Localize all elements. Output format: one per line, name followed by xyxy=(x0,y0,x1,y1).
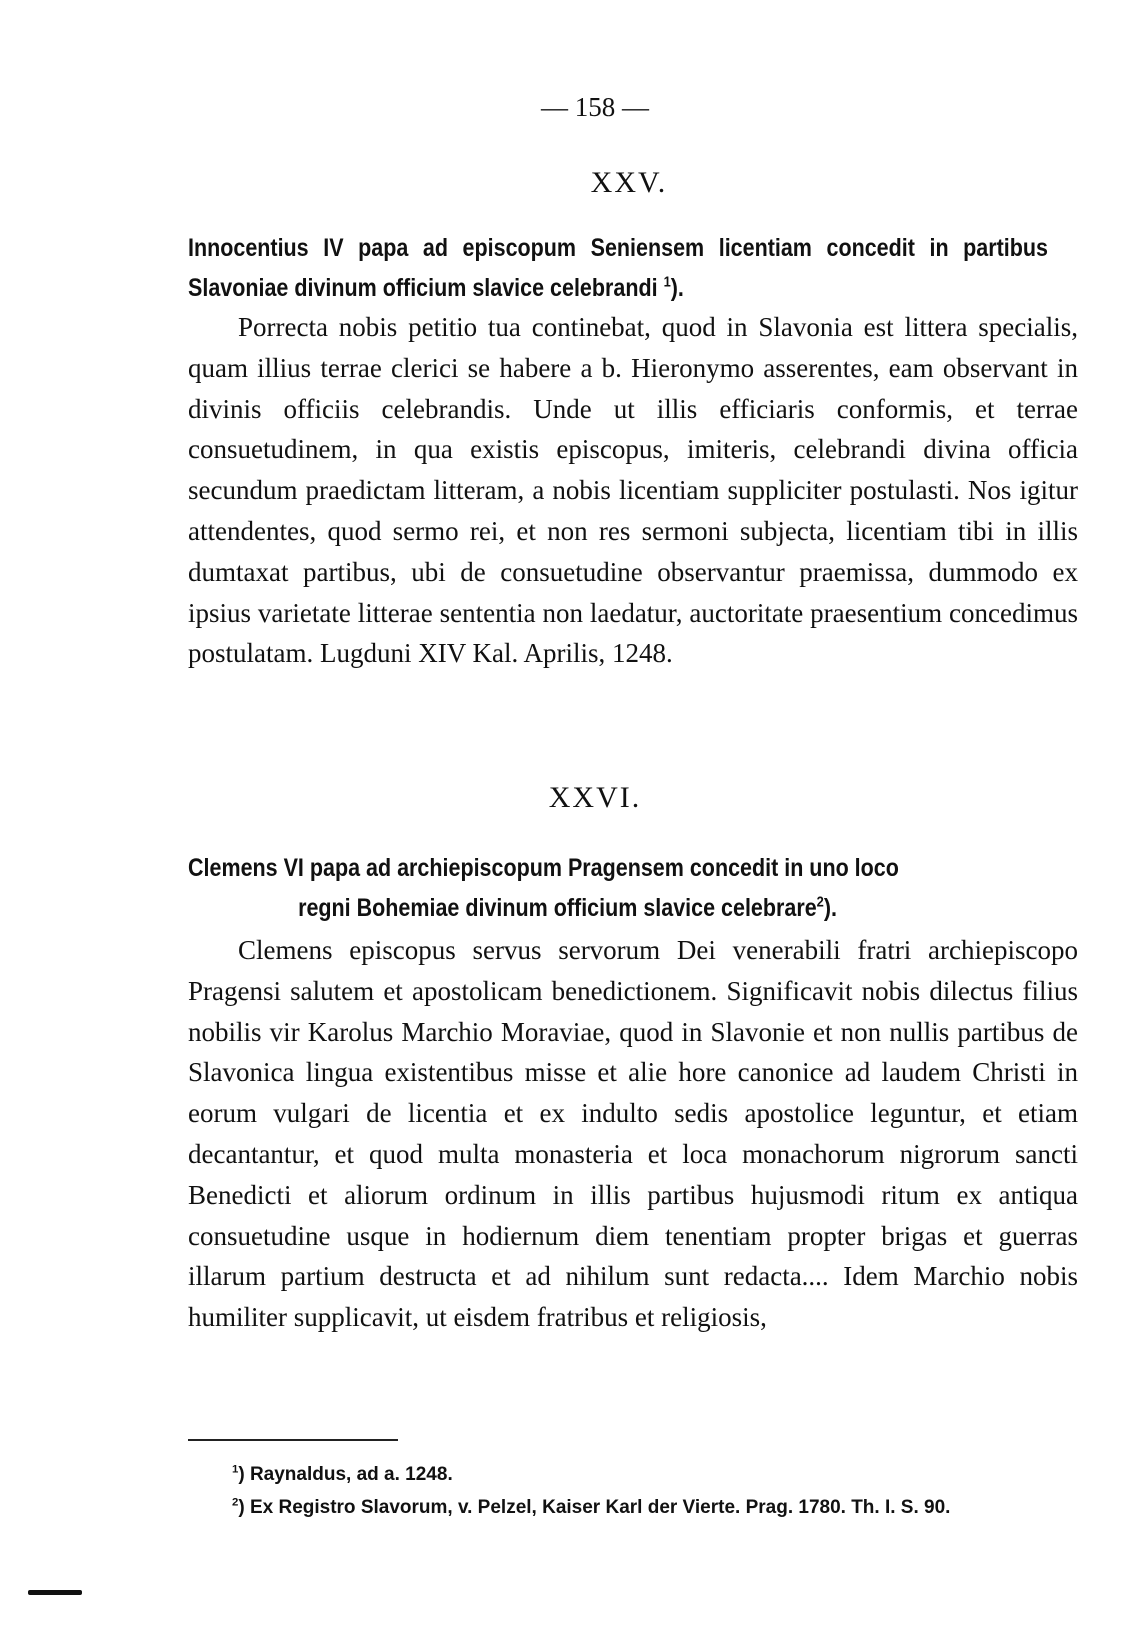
heading-line-2-wrap: regni Bohemiae divinum officium slavice celebrare$^2$). xyxy=(298,893,837,922)
footnote-1: $^1$) Raynaldus, ad a. 1248. xyxy=(232,1463,453,1485)
scan-edge-mark xyxy=(28,1590,82,1595)
footnote-divider xyxy=(188,1439,398,1441)
heading-line-1: Clemens VI papa ad archiepiscopum Pragensem concedit in uno loco xyxy=(188,854,899,882)
footnote-mark: 1 xyxy=(232,1463,239,1476)
footnote-ref: 1 xyxy=(663,273,671,291)
section-number-26: XXVI. xyxy=(548,781,642,814)
section-heading-25: Innocentius IV papa ad episcopum Seniensem licentiam concedit in partibus Slavoniae divinum officium slavice celebrandi $^1$). xyxy=(188,234,1048,302)
section-body-25: Porrecta nobis petitio tua continebat, quod in Slavonia est littera specialis, quam illius terrae clerici se habere a b. Hieronymo asserentes, eam observant in divinis officiis celebrandis. Unde ut illis efficiaris conformis, et terrae consuetudinem, in qua existis episcopus, imiteris, celebrandi divina officia secundum praedictam litteram, a nobis licentiam suppliciter postulasti. Nos igitur attendentes, quod sermo rei, et non res sermoni subjecta, licentiam tibi in illis dumtaxat partibus, ubi de consuetudine observantur praemissa, dummodo ex ipsius varietate litterae sententia non laedatur, auctoritate praesentium concedimus postulatam. Lugduni XIV Kal. Aprilis, 1248. xyxy=(188,312,1078,669)
footnote-mark: 2 xyxy=(232,1496,239,1509)
heading-line-2: regni Bohemiae divinum officium slavice celebrare xyxy=(298,894,817,922)
footnote-2: $^2$) Ex Registro Slavorum, v. Pelzel, Kaiser Karl der Vierte. Prag. 1780. Th. I. S. 90. xyxy=(232,1496,951,1518)
heading-text: Innocentius IV papa ad episcopum Seniensem licentiam concedit in partibus Slavoniae divinum officium slavice celebrandi xyxy=(188,234,1048,302)
footnote-ref: 2 xyxy=(816,893,824,911)
footnote-text: Ex Registro Slavorum, v. Pelzel, Kaiser Karl der Vierte. Prag. 1780. Th. I. S. 90. xyxy=(249,1497,951,1518)
section-heading-26 xyxy=(188,848,1052,928)
footnote-text: Raynaldus, ad a. 1248. xyxy=(249,1464,453,1485)
page-number: — 158 — xyxy=(541,92,649,122)
section-number-25: XXV. xyxy=(590,166,668,199)
section-body-26: Clemens episcopus servus servorum Dei venerabili fratri archiepiscopo Pragensi salutem et apostolicam benedictionem. Significavit nobis dilectus filius nobilis vir Karolus Marchio Moraviae, quod in Slavonie et non nullis partibus de Slavonica lingua existentibus misse et alie hore canonice ad laudem Christi in eorum vulgari de licentia et ex indulto sedis apostolice leguntur, et etiam decantantur, et quod multa monasteria et loca monachorum nigrorum sancti Benedicti et aliorum ordinum in illis partibus hujusmodi ritum ex antiqua consuetudine usque in hodiernum diem tenentiam propter brigas et guerras illarum partium destructa et ad nihilum sunt redacta.... Idem Marchio nobis humiliter supplicavit, ut eisdem fratribus et religiosis, xyxy=(188,935,1078,1333)
